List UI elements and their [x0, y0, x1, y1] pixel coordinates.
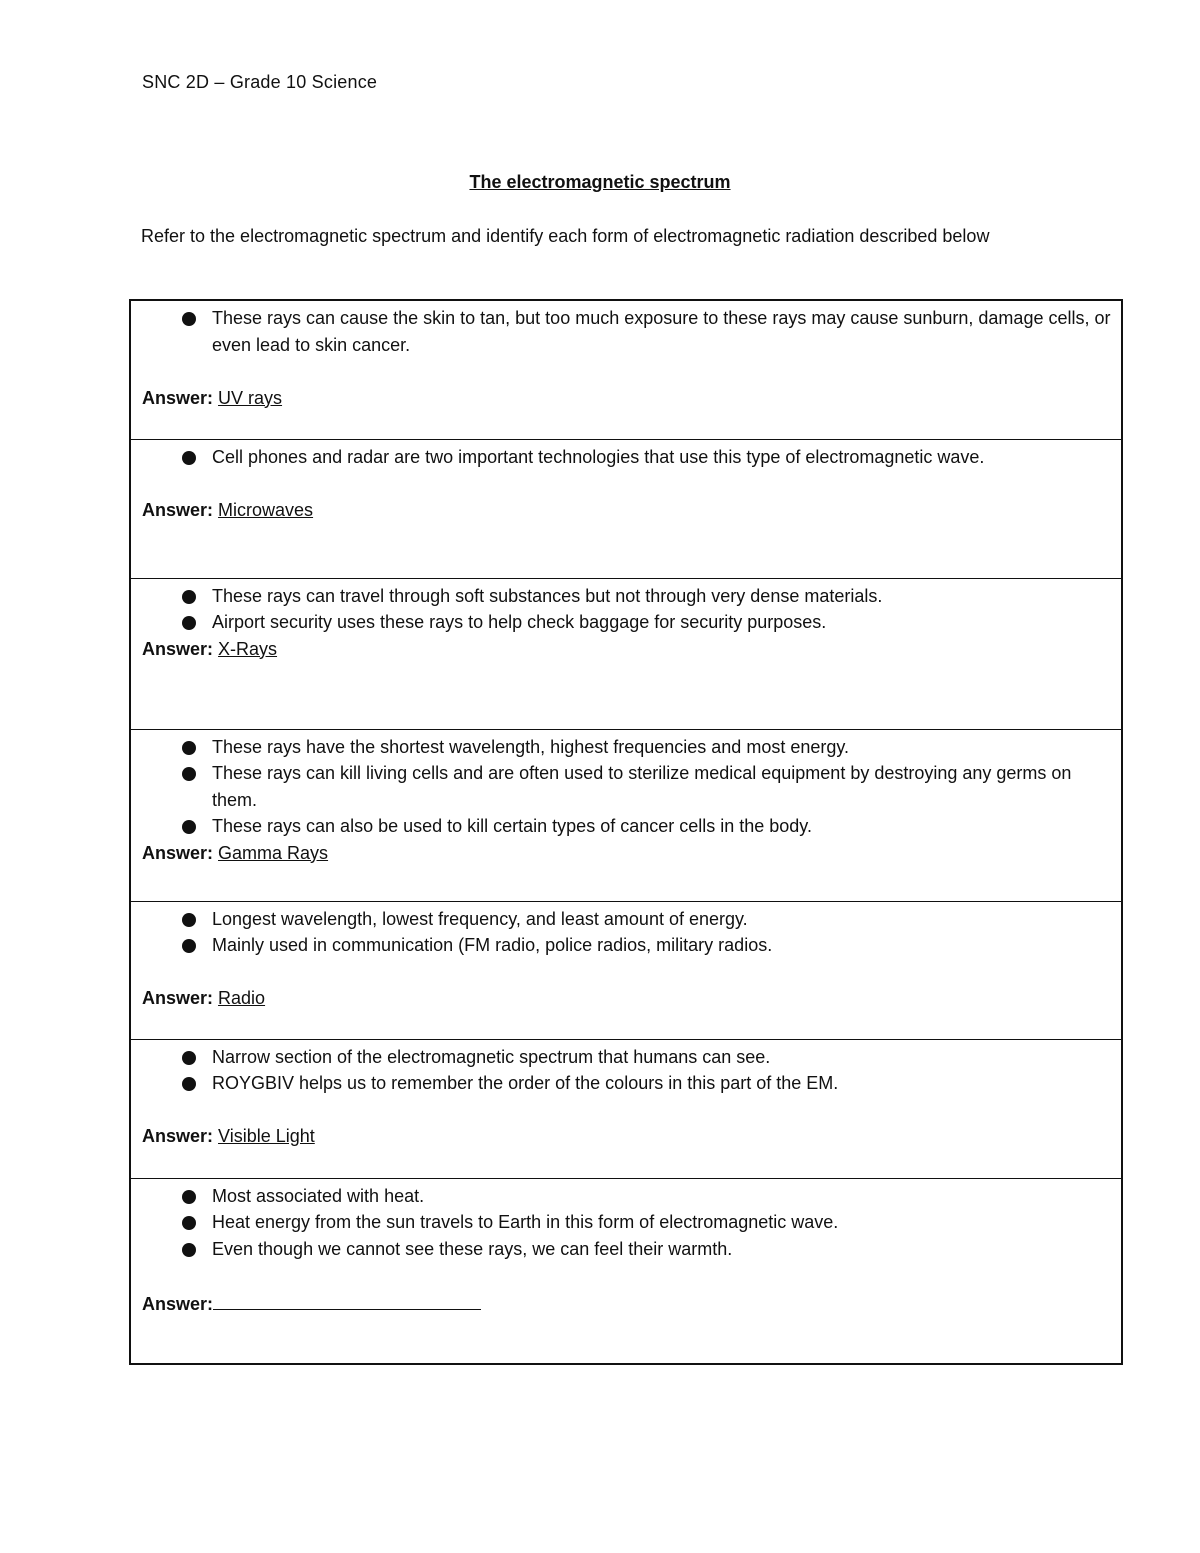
list-item	[182, 1070, 1111, 1097]
bullet-text: Even though we cannot see these rays, we can feel their warmth.	[212, 1238, 733, 1259]
answer-line	[142, 985, 1111, 1012]
page-title: The electromagnetic spectrum	[469, 172, 731, 192]
bullet-text: These rays have the shortest wavelength, highest frequencies and most energy.	[212, 736, 850, 757]
list-item	[182, 444, 1111, 471]
list-item	[182, 583, 1111, 610]
question-cell	[130, 901, 1122, 1039]
question-cell	[130, 729, 1122, 901]
bullet-icon	[182, 767, 196, 781]
answer-value: Gamma Rays	[218, 842, 329, 863]
list-item	[182, 609, 1111, 636]
bullet-text: These rays can travel through soft substances but not through very dense materials.	[212, 585, 883, 606]
list-item	[182, 734, 1111, 761]
answer-line	[142, 840, 1111, 867]
bullet-list	[142, 1183, 1111, 1263]
list-item	[182, 1183, 1111, 1210]
question-table	[129, 299, 1123, 1365]
bullet-list	[142, 305, 1111, 358]
table-row	[130, 1039, 1122, 1178]
bullet-icon	[182, 1051, 196, 1065]
bullet-text: These rays can also be used to kill certain types of cancer cells in the body.	[212, 816, 812, 836]
table-row	[130, 901, 1122, 1039]
table-row	[130, 1178, 1122, 1364]
bullet-list	[142, 583, 1111, 636]
answer-blank-field[interactable]	[213, 1289, 481, 1310]
answer-line	[142, 497, 1111, 524]
bullet-icon	[182, 312, 196, 326]
table-row	[130, 729, 1122, 901]
bullet-icon	[182, 913, 196, 927]
bullet-icon	[182, 1190, 196, 1204]
answer-value: Visible Light	[218, 1126, 315, 1146]
list-item	[182, 906, 1111, 933]
answer-label: Answer:	[142, 638, 214, 659]
question-cell	[130, 578, 1122, 729]
list-item	[182, 1209, 1111, 1236]
bullet-icon	[182, 616, 196, 630]
bullet-icon	[182, 741, 196, 755]
bullet-text: Mainly used in communication (FM radio, police radios, military radios.	[212, 935, 773, 955]
answer-line	[142, 636, 1111, 663]
bullet-text: These rays can cause the skin to tan, but too much exposure to these rays may cause sunburn, damage cells, or even lead to skin cancer.	[212, 308, 1111, 355]
answer-label: Answer:	[142, 842, 214, 863]
bullet-text: Longest wavelength, lowest frequency, and least amount of energy.	[212, 908, 748, 929]
answer-line	[142, 385, 1111, 412]
bullet-icon	[182, 1243, 196, 1257]
answer-value: Radio	[218, 988, 266, 1008]
answer-value: UV rays	[218, 387, 283, 408]
answer-line	[142, 1123, 1111, 1150]
bullet-icon	[182, 939, 196, 953]
bullet-list	[142, 906, 1111, 959]
bullet-icon	[182, 451, 196, 465]
bullet-icon	[182, 590, 196, 604]
bullet-icon	[182, 820, 196, 834]
bullet-text: These rays can kill living cells and are often used to sterilize medical equipment by destroying any germs on them.	[212, 763, 1072, 810]
bullet-list	[142, 734, 1111, 840]
answer-line	[142, 1289, 1111, 1318]
question-cell	[130, 1039, 1122, 1178]
answer-value: Microwaves	[218, 499, 314, 520]
table-row	[130, 578, 1122, 729]
bullet-text: Airport security uses these rays to help check baggage for security purposes.	[212, 612, 827, 632]
bullet-text: Heat energy from the sun travels to Earth in this form of electromagnetic wave.	[212, 1212, 839, 1232]
answer-value: X-Rays	[218, 638, 278, 659]
question-cell	[130, 1178, 1122, 1364]
answer-label: Answer:	[142, 499, 214, 520]
bullet-icon	[182, 1216, 196, 1230]
question-cell	[130, 439, 1122, 578]
course-header: SNC 2D – Grade 10 Science	[142, 72, 378, 92]
answer-label: Answer:	[142, 1293, 214, 1314]
list-item	[182, 932, 1111, 959]
question-cell	[130, 300, 1122, 439]
answer-label: Answer:	[142, 988, 214, 1008]
list-item	[182, 813, 1111, 840]
answer-label: Answer:	[142, 1126, 214, 1146]
bullet-text: Cell phones and radar are two important technologies that use this type of electromagnetic wave.	[212, 446, 985, 467]
bullet-list	[142, 444, 1111, 471]
bullet-text: ROYGBIV helps us to remember the order of the colours in this part of the EM.	[212, 1073, 839, 1093]
list-item	[182, 1044, 1111, 1071]
list-item	[182, 305, 1111, 358]
bullet-text: Most associated with heat.	[212, 1185, 425, 1206]
bullet-list	[142, 1044, 1111, 1097]
instructions-text: Refer to the electromagnetic spectrum and identify each form of electromagnetic radiation described below	[141, 226, 990, 246]
table-row	[130, 439, 1122, 578]
list-item	[182, 1236, 1111, 1263]
answer-label: Answer:	[142, 387, 214, 408]
bullet-text: Narrow section of the electromagnetic spectrum that humans can see.	[212, 1046, 771, 1067]
bullet-icon	[182, 1077, 196, 1091]
list-item	[182, 760, 1111, 813]
table-row	[130, 300, 1122, 439]
